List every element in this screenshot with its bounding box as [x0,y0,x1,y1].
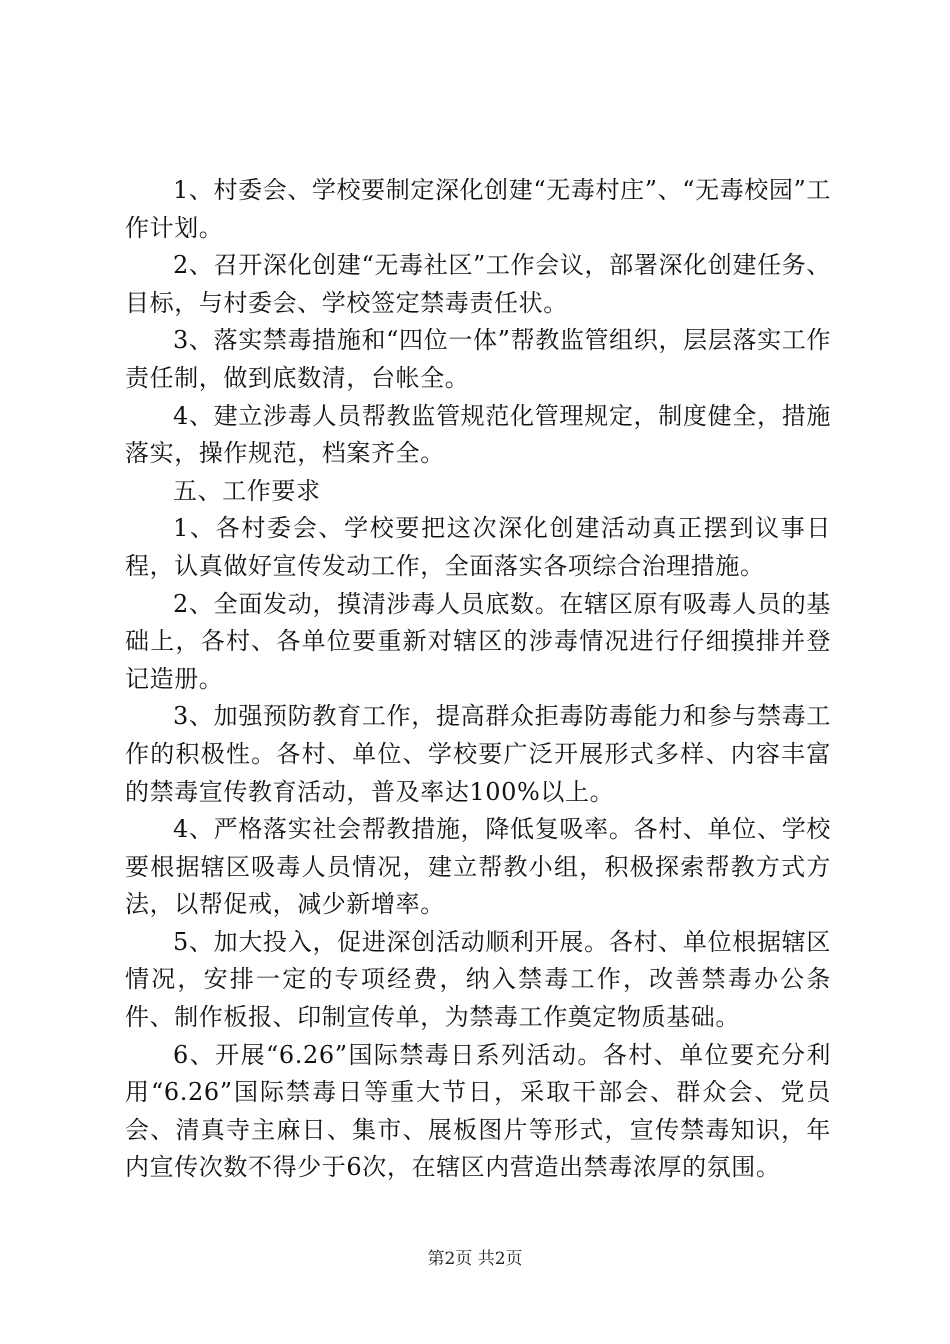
paragraph-item-3: 3、落实禁毒措施和“四位一体”帮教监管组织，层层落实工作责任制，做到底数清，台帐全。 [125,326,831,392]
page-number-footer: 第2页 共2页 [427,1249,523,1269]
paragraph-item-4: 4、建立涉毒人员帮教监管规范化管理规定，制度健全，措施落实，操作规范，档案齐全。 [125,401,831,468]
requirement-item-4: 4、严格落实社会帮教措施，降低复吸率。各村、单位、学校要根据辖区吸毒人员情况，建立帮教小组，积极探索帮教方式方法，以帮促戒，减少新增率。 [125,815,831,919]
requirement-item-6: 6、开展“6.26”国际禁毒日系列活动。各村、单位要充分利用“6.26”国际禁毒日等重大节日，采取干部会、群众会、党员会、清真寺主麻日、集市、展板图片等形式，宣传禁毒知识，年内宣传次数不得少于6次，在辖区内营造出禁毒浓厚的氛围。 [125,1040,831,1182]
section-heading-requirements: 五、工作要求 [173,476,321,505]
paragraph-item-2: 2、召开深化创建“无毒社区”工作会议，部署深化创建任务、目标，与村委会、学校签定禁毒责任状。 [125,251,831,317]
document-body [125,172,831,1187]
requirement-item-2: 2、全面发动，摸清涉毒人员底数。在辖区原有吸毒人员的基础上，各村、各单位要重新对辖区的涉毒情况进行仔细摸排并登记造册。 [125,589,831,693]
requirement-item-1: 1、各村委会、学校要把这次深化创建活动真正摆到议事日程，认真做好宣传发动工作，全面落实各项综合治理措施。 [125,514,831,580]
paragraph-item-1: 1、村委会、学校要制定深化创建“无毒村庄”、“无毒校园”工作计划。 [125,176,831,242]
requirement-item-5: 5、加大投入，促进深创活动顺利开展。各村、单位根据辖区情况，安排一定的专项经费，纳入禁毒工作，改善禁毒办公条件、制作板报、印制宣传单，为禁毒工作奠定物质基础。 [125,927,831,1032]
requirement-item-3: 3、加强预防教育工作，提高群众拒毒防毒能力和参与禁毒工作的积极性。各村、单位、学校要广泛开展形式多样、内容丰富的禁毒宣传教育活动，普及率达100%以上。 [125,702,831,806]
